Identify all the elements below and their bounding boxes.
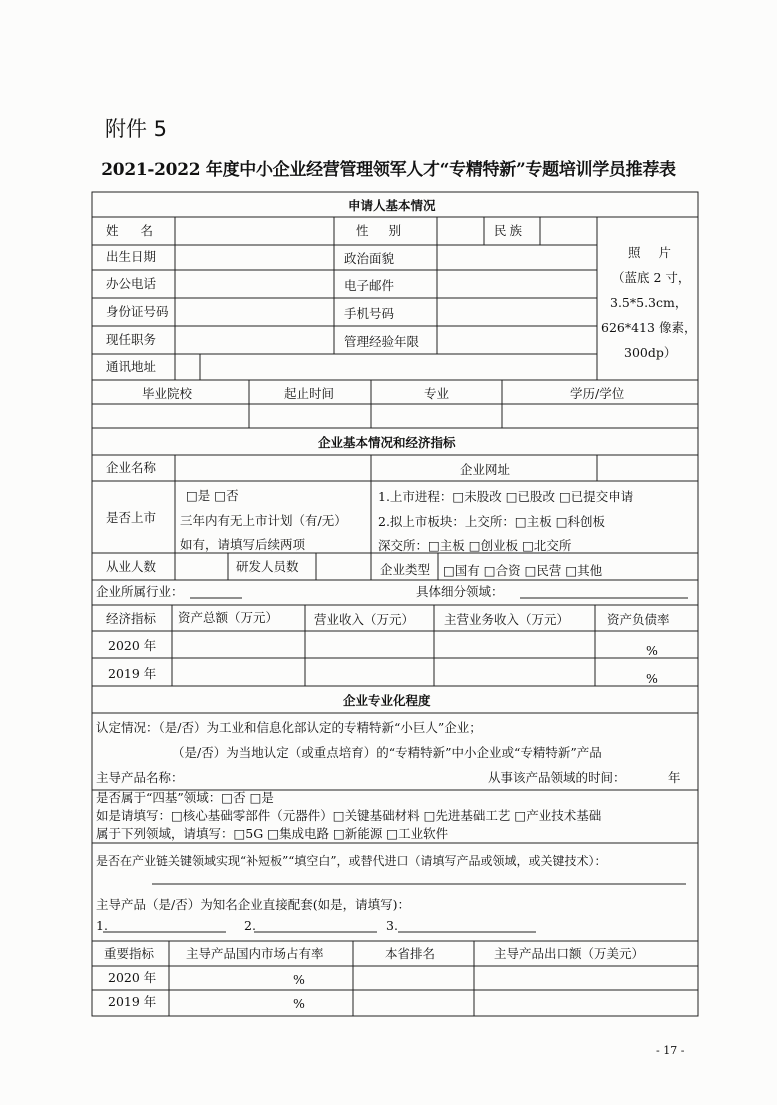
eco-pct-2019: % [646,671,658,686]
label-main-product: 主导产品名称： [96,770,184,785]
label-major: 专业 [424,386,450,401]
eco-col-main-revenue: 主营业务收入（万元） [444,612,570,627]
label-sub-field: 具体细分领域： [416,584,504,599]
eco-pct-2020: % [646,643,658,658]
supply-item-2: 2. [244,918,256,933]
four-base-options: 如是请填写：□核心基础零部件（元器件）□关键基础材料 □先进基础工艺 □产业技术基础 [96,808,602,823]
attachment-label: 附件 5 [105,117,168,141]
listed-plan-note: 如有，请填写后续两项 [180,537,306,552]
label-school: 毕业院校 [142,386,193,401]
label-company-name: 企业名称 [106,460,157,475]
label-office-phone: 办公电话 [106,276,157,291]
listing-board: 2.拟上市板块：上交所：□主板 □科创板 [378,514,606,529]
certification-line-2: （是/否）为当地认定（或重点培育）的“专精特新”中小企业或“专精特新”产品 [172,745,602,760]
label-period: 起止时间 [284,386,335,401]
photo-spec-3: 626*413 像素， [601,320,697,335]
label-birthdate: 出生日期 [106,249,157,264]
page-number: - 17 - [656,1044,685,1057]
label-staff-count: 从业人数 [106,559,157,574]
supply-item-3: 3. [386,918,398,933]
label-political: 政治面貌 [344,251,395,266]
label-field-time: 从事该产品领域的时间： [488,770,626,785]
label-industry: 企业所属行业： [96,584,184,599]
eco-col-debt-ratio: 资产负债率 [607,612,670,627]
label-mgmt-years: 管理经验年限 [344,334,420,349]
label-address: 通讯地址 [106,359,157,374]
listing-shenzhen: 深交所：□主板 □创业板 □北交所 [378,538,572,553]
label-year-unit: 年 [668,770,681,785]
kpi-pct-2020: % [293,972,305,987]
listed-plan: 三年内有无上市计划（有/无） [180,513,347,528]
kpi-col-export: 主导产品出口额（万美元） [494,946,645,961]
label-company-type: 企业类型 [380,562,431,577]
label-degree: 学历/学位 [570,386,625,401]
supply-question: 主导产品（是/否）为知名企业直接配套(如是，请填写)： [96,897,410,912]
supply-item-1: 1. [96,918,108,933]
form-title: 2021-2022 年度中小企业经营管理领军人才“专精特新”专题培训学员推荐表 [101,160,676,180]
weak-link-question: 是否在产业链关键领域实现“补短板”“填空白”，或替代进口（请填写产品或领域，或关键技术）： [96,854,607,868]
label-listed: 是否上市 [106,510,157,525]
eco-year-2020: 2020 年 [108,638,157,653]
label-email: 电子邮件 [344,278,395,293]
section-applicant-header: 申请人基本情况 [348,198,436,213]
label-gender: 性别 [356,223,422,238]
kpi-year-2020: 2020 年 [108,970,157,985]
company-type-options: □国有 □合资 □民营 □其他 [443,563,603,578]
certification-line-1: 认定情况：（是/否）为工业和信息化部认定的专精特新“小巨人”企业； [96,720,482,735]
section-enterprise-header: 企业基本情况和经济指标 [318,435,456,450]
photo-spec-1: （蓝底 2 寸， [612,270,691,285]
label-ethnicity: 民族 [494,223,526,238]
photo-spec-2: 3.5*5.3cm， [610,295,688,310]
kpi-pct-2019: % [293,996,305,1011]
eco-year-2019: 2019 年 [108,666,157,681]
label-name: 姓名 [106,223,176,238]
four-base-question: 是否属于“四基”领域：□否 □是 [96,790,274,805]
kpi-col-rank: 本省排名 [385,946,436,961]
eco-col-assets: 资产总额（万元） [178,610,279,625]
section-specialization-header: 企业专业化程度 [343,693,431,708]
listed-yes-no: □是 □否 [186,488,239,503]
eco-col-revenue: 营业收入（万元） [314,612,415,627]
kpi-year-2019: 2019 年 [108,994,157,1009]
eco-col-indicator: 经济指标 [106,611,157,626]
label-mobile: 手机号码 [344,306,395,321]
kpi-col-indicator: 重要指标 [104,946,155,961]
photo-spec-4: 300dp） [624,345,677,360]
fields-options: 属于下列领域，请填写：□5G □集成电路 □新能源 □工业软件 [96,826,449,841]
label-rd-staff: 研发人员数 [236,559,299,574]
kpi-col-market-share: 主导产品国内市场占有率 [186,946,324,961]
photo-label: 照片 [628,245,690,260]
label-id-number: 身份证号码 [106,304,169,319]
label-position: 现任职务 [106,332,157,347]
label-company-website: 企业网址 [460,462,511,477]
listing-progress: 1.上市进程：□未股改 □已股改 □已提交申请 [378,489,634,504]
